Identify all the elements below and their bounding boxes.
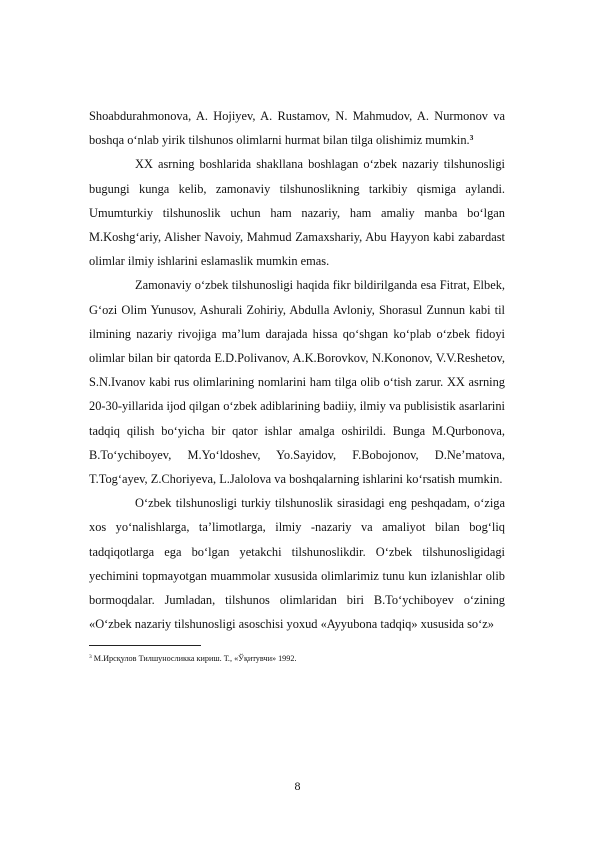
footnote-divider: [89, 645, 201, 646]
body-text: [89, 104, 505, 636]
page-number: 8: [294, 779, 301, 793]
footnote-number: 3: [89, 654, 92, 660]
paragraph-3: Zamonaviy o‘zbek tilshunosligi haqida fikr bildirilganda esa Fitrat, Elbek, G‘ozi Olim Yunusov, Ashurali Zohiriy, Abdulla Avloniy, Shorasul Zunnun kabi til ilmining nazariy rivojiga ma’lum darajada hissa qo‘shgan ko‘plab o‘zbek fidoyi olimlar bilan bir qatorda E.D.Polivanov, A.K.Borovkov, N.Kononov, V.V.Reshetov, S.N.Ivanov kabi rus olimlarining nomlarini ham tilga olib o‘tish zarur. XX asrning 20-30-yillarida ijod qilgan o‘zbek adiblarining badiiy, ilmiy va publisistik asarlarini tadqiq qilish bo‘yicha bir qator ishlar amalga oshirildi. Bunga M.Qurbonova, B.To‘ychiboyev, M.Yo‘ldoshev, Yo.Sayidov, F.Bobojonov, D.Ne’matova, T.Tog‘ayev, Z.Choriyeva, L.Jalolova va boshqalarning ishlarini ko‘rsatish mumkin.: [89, 278, 505, 487]
paragraph-2: XX asrning boshlarida shakllana boshlagan o‘zbek nazariy tilshunosligi bugungi kunga kelib, zamonaviy tilshunoslikning tarkibiy qismiga aylandi. Umumturkiy tilshunoslik uchun ham nazariy, ham amaliy manba bo‘lgan M.Koshg‘ariy, Alisher Navoiy, Mahmud Zamaxshariy, Abu Hayyon kabi zabardast olimlar ilmiy ishlarini eslamaslik mumkin emas.: [89, 157, 505, 269]
footnote-text: М.Ирсқулов Тилшуносликка кириш. Т., «Ўқитувчи» 1992.: [91, 654, 297, 663]
footnote: [89, 653, 505, 664]
paragraph-1-text: Shoabdurahmonova, A. Hojiyev, A. Rustamov, N. Mahmudov, A. Nurmonov va boshqa o‘nlab yirik tilshunos olimlarni hurmat bilan tilga olishimiz mumkin.: [89, 109, 505, 148]
paragraph-1: [89, 104, 505, 152]
footnote-reference: 3: [469, 133, 474, 143]
paragraph-4: O‘zbek tilshunosligi turkiy tilshunoslik sirasidagi eng peshqadam, o‘ziga xos yo‘nalishlarga, ta’limotlarga, ilmiy -nazariy va amaliyot bilan bog‘liq tadqiqotlarga ega bo‘lgan yetakchi tilshunoslikdir. O‘zbek tilshunosligidagi yechimini topmayotgan muammolar xususida olimlarimiz tunu kun izlanishlar olib bormoqdalar. Jumladan, tilshunos olimlaridan biri B.To‘ychiboyev o‘zining «O‘zbek nazariy tilshunosligi asoschisi yoxud «Ayyubona tadqiq» xususida so‘z»: [89, 496, 505, 632]
